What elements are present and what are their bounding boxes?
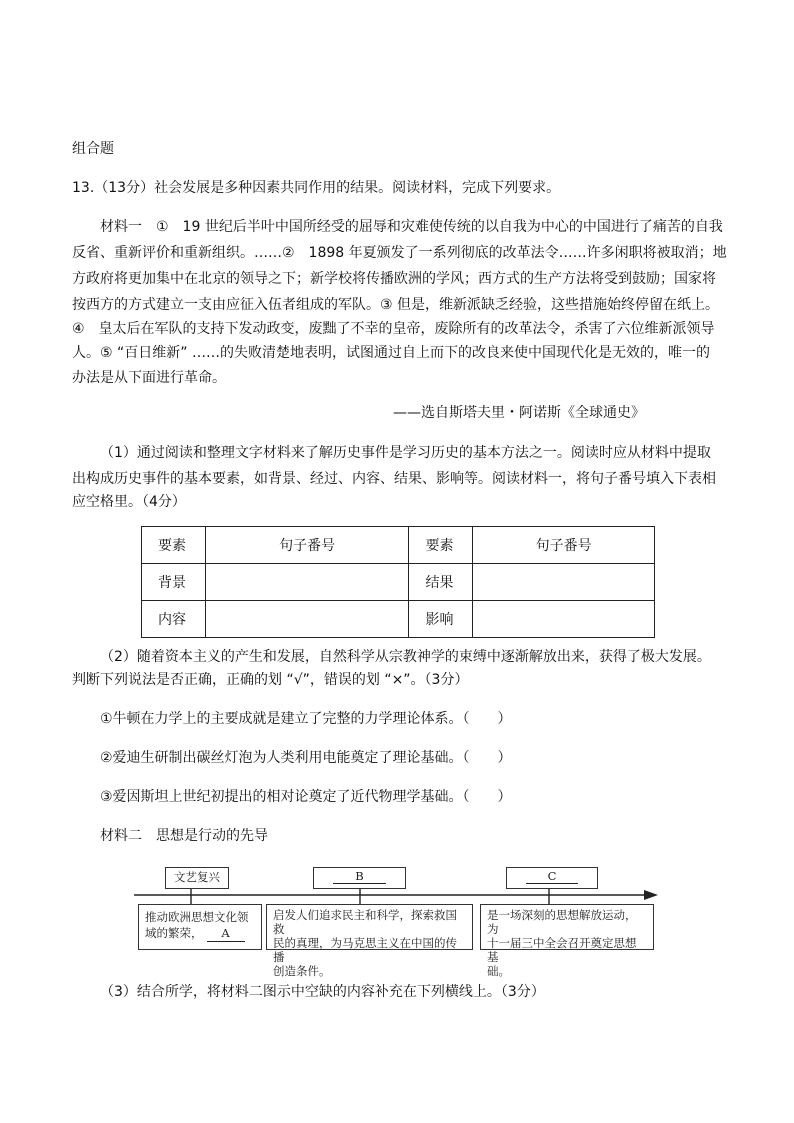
- section-title: 组合题: [72, 141, 114, 157]
- label-renaissance: 文艺复兴: [165, 867, 229, 889]
- material1-line: 人。⑤ “百日维新” ……的失败清楚地表明，试图通过自上而下的改良来使中国现代化是无效的，唯一的: [72, 345, 710, 361]
- material1-line: ④ 皇太后在军队的支持下发动政变，废黜了不幸的皇帝，废除所有的改革法令，杀害了六位维新派领导: [72, 321, 715, 337]
- question-stem: 13.（13分）社会发展是多种因素共同作用的结果。阅读材料，完成下列要求。: [72, 180, 561, 196]
- table-cell-label: 结果: [409, 564, 473, 601]
- material1-line: 材料一 ① 19 世纪后半叶中国所经受的屈辱和灾难使传统的以自我为中心的中国进行了痛苦的自我: [100, 219, 723, 235]
- judge-item: ③爱因斯坦上世纪初提出的相对论奠定了近代物理学基础。（ ）: [100, 789, 512, 805]
- part3-line: （3）结合所学，将材料二图示中空缺的内容补充在下列横线上。（3分）: [100, 984, 545, 1000]
- material2-title: 材料二 思想是行动的先导: [100, 828, 268, 844]
- material1-line: 办法是从下面进行革命。: [72, 370, 226, 386]
- desc-box-renaissance: 推动欧洲思想文化领 域的繁荣， A: [138, 904, 262, 950]
- material1-line: 反省、重新评价和重新组织。……② 1898 年夏颁发了一系列彻底的改革法令……许多闲职将被取消；地: [72, 245, 727, 261]
- part1-line: 出构成历史事件的基本要素，如背景、经过、内容、结果、影响等。阅读材料一，将句子番号填入下表相: [72, 471, 716, 487]
- table-row: [142, 601, 655, 638]
- timeline-diagram: [130, 862, 660, 978]
- material1-line: 按西方的方式建立一支由应征入伍者组成的军队。③ 但是，维新派缺乏经验，这些措施始终停留在纸上。: [72, 297, 719, 313]
- desc-box-b: 启发人们追求民主和科学，探索救国救 民的真理，为马克思主义在中国的传播 创造条件。: [266, 904, 473, 950]
- material1-line: 方政府将更加集中在北京的领导之下；新学校将传播欧洲的学风；西方式的生产方法将受到鼓励；国家将: [72, 271, 716, 287]
- table-answer-cell[interactable]: [473, 601, 655, 638]
- table-header-cell: 要素: [409, 527, 473, 564]
- judge-item: ①牛顿在力学上的主要成就是建立了完整的力学理论体系。（ ）: [100, 711, 512, 727]
- part1-line: （1）通过阅读和整理文字材料来了解历史事件是学习历史的基本方法之一。阅读时应从材料中提取: [100, 445, 711, 461]
- part1-line: 应空格里。（4分）: [72, 494, 186, 510]
- label-blank-c: C: [506, 867, 598, 889]
- table-answer-cell[interactable]: [205, 601, 409, 638]
- table-row: [142, 564, 655, 601]
- part2-line: （2）随着资本主义的产生和发展，自然科学从宗教神学的束缚中逐渐解放出来，获得了极大发展。: [100, 649, 711, 665]
- table-header-cell: 句子番号: [473, 527, 655, 564]
- table-header-row: [142, 527, 655, 564]
- material1-source: ——选自斯塔夫里・阿诺斯《全球通史》: [393, 405, 645, 421]
- desc-box-c: 是一场深刻的思想解放运动，为 十一届三中全会召开奠定思想基 础。: [480, 904, 654, 950]
- table-cell-label: 背景: [142, 564, 206, 601]
- table-cell-label: 影响: [409, 601, 473, 638]
- table-answer-cell[interactable]: [473, 564, 655, 601]
- part2-line: 判断下列说法是否正确，正确的划 “√”，错误的划 “×”。（3分）: [72, 672, 469, 688]
- answer-table: [141, 526, 655, 638]
- table-header-cell: 要素: [142, 527, 206, 564]
- label-blank-b: B: [313, 867, 406, 889]
- blank-a: A: [207, 925, 245, 942]
- table-cell-label: 内容: [142, 601, 206, 638]
- judge-item: ②爱迪生研制出碳丝灯泡为人类利用电能奠定了理论基础。（ ）: [100, 750, 512, 766]
- table-header-cell: 句子番号: [205, 527, 409, 564]
- table-answer-cell[interactable]: [205, 564, 409, 601]
